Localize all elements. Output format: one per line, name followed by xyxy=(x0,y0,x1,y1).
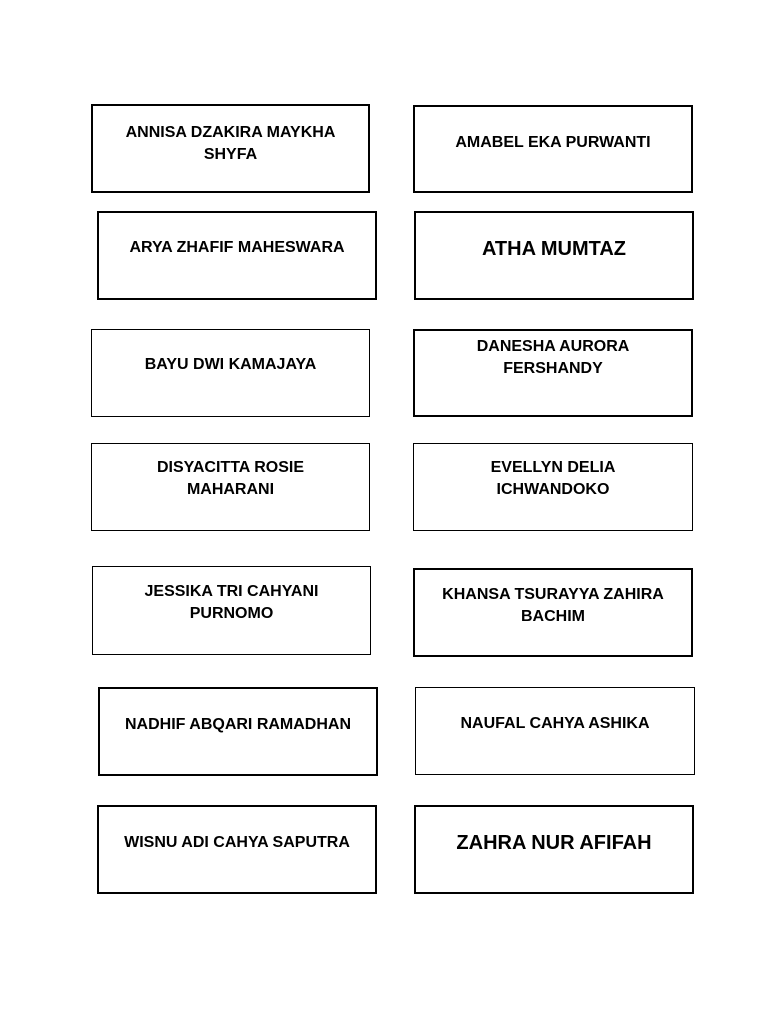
name-card xyxy=(415,687,695,775)
name-label: ARYA ZHAFIF MAHESWARA xyxy=(129,239,345,256)
name-card xyxy=(91,443,370,531)
name-card xyxy=(91,104,370,193)
name-label: JESSIKA TRI CAHYANI PURNOMO xyxy=(144,583,319,622)
name-label: ATHA MUMTAZ xyxy=(481,238,627,260)
name-card xyxy=(414,211,694,300)
name-label: DISYACITTA ROSIE MAHARANI xyxy=(157,459,304,498)
name-card xyxy=(97,211,377,300)
name-card xyxy=(414,805,694,894)
name-label: NAUFAL CAHYA ASHIKA xyxy=(460,715,650,732)
name-label: DANESHA AURORA FERSHANDY xyxy=(476,338,630,377)
name-card xyxy=(413,329,693,417)
name-label: NADHIF ABQARI RAMADHAN xyxy=(124,716,352,733)
name-card xyxy=(413,443,693,531)
name-label: BAYU DWI KAMAJAYA xyxy=(144,356,317,373)
name-card xyxy=(413,105,693,193)
name-label: KHANSA TSURAYYA ZAHIRA BACHIM xyxy=(442,586,664,625)
name-card xyxy=(98,687,378,776)
name-card xyxy=(413,568,693,657)
name-label: ANNISA DZAKIRA MAYKHA SHYFA xyxy=(125,124,336,163)
name-label: AMABEL EKA PURWANTI xyxy=(455,134,651,151)
name-card xyxy=(92,566,371,655)
name-card xyxy=(97,805,377,894)
name-card xyxy=(91,329,370,417)
name-label: WISNU ADI CAHYA SAPUTRA xyxy=(124,834,350,851)
name-label: EVELLYN DELIA ICHWANDOKO xyxy=(490,459,616,498)
name-label: ZAHRA NUR AFIFAH xyxy=(456,832,652,854)
